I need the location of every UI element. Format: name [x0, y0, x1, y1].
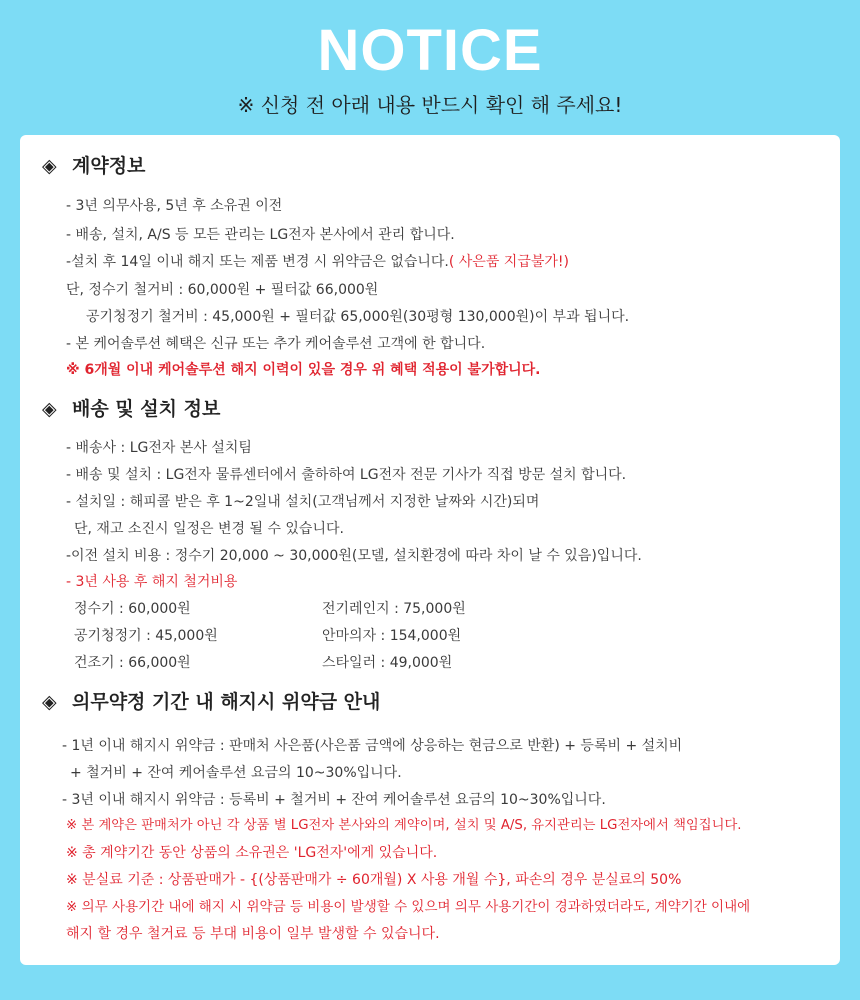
- section-contract-title: [42, 153, 145, 179]
- contract-line-3: [66, 252, 569, 272]
- delivery-line-3: - 설치일 : 해피콜 받은 후 1~2일내 설치(고객님께서 지정한 날짜와 시간)되며: [66, 494, 540, 510]
- fee-item: 스타일러 : 49,000원: [322, 655, 453, 671]
- delivery-line-1: - 배송사 : LG전자 본사 설치팀: [66, 440, 252, 456]
- penalty-note-4: ※ 의무 사용기간 내에 해지 시 위약금 등 비용이 발생할 수 있으며 의무 사용기간이 경과하였더라도, 계약기간 이내에: [66, 899, 751, 915]
- section-delivery-label: 배송 및 설치 정보: [72, 398, 221, 420]
- section-penalty-label: 의무약정 기간 내 해지시 위약금 안내: [72, 691, 381, 713]
- delivery-line-6: - 3년 사용 후 해지 철거비용: [66, 574, 238, 590]
- penalty-note-5: 해지 할 경우 철거료 등 부대 비용이 일부 발생할 수 있습니다.: [66, 926, 440, 942]
- contract-line-2: - 배송, 설치, A/S 등 모든 관리는 LG전자 본사에서 관리 합니다.: [66, 227, 455, 243]
- delivery-line-5: -이전 설치 비용 : 정수기 20,000 ~ 30,000원(모델, 설치환경에 따라 차이 날 수 있음)입니다.: [66, 548, 642, 564]
- delivery-line-4: 단, 재고 소진시 일정은 변경 될 수 있습니다.: [74, 521, 344, 537]
- contract-line-6: - 본 케어솔루션 혜택은 신규 또는 추가 케어솔루션 고객에 한 합니다.: [66, 336, 486, 352]
- contract-line-5: 공기청정기 철거비 : 45,000원 + 필터값 65,000원(30평형 130,000원)이 부과 됩니다.: [86, 309, 630, 325]
- penalty-note-3: ※ 분실료 기준 : 상품판매가 - {(상품판매가 ÷ 60개월) X 사용 개월 수}, 파손의 경우 분실료의 50%: [66, 872, 682, 888]
- fee-item: 공기청정기 : 45,000원: [74, 628, 218, 644]
- section-delivery-title: [42, 396, 220, 422]
- contract-line-3-text: -설치 후 14일 이내 해지 또는 제품 변경 시 위약금은 없습니다.: [66, 254, 449, 270]
- fee-item: 안마의자 : 154,000원: [322, 628, 462, 644]
- penalty-note-2: ※ 총 계약기간 동안 상품의 소유권은 'LG전자'에게 있습니다.: [66, 845, 438, 861]
- contract-line-1: - 3년 의무사용, 5년 후 소유권 이전: [66, 198, 283, 214]
- notice-subtitle: ※ 신청 전 아래 내용 반드시 확인 해 주세요!: [237, 93, 623, 117]
- penalty-line-2: + 철거비 + 잔여 케어솔루션 요금의 10~30%입니다.: [70, 765, 402, 781]
- diamond-icon: ◈: [42, 398, 57, 420]
- penalty-note-1: ※ 본 계약은 판매처가 아닌 각 상품 별 LG전자 본사와의 계약이며, 설치 및 A/S, 유지관리는 LG전자에서 책임집니다.: [66, 818, 742, 833]
- contract-line-3-red: ( 사은품 지급불가!): [448, 254, 569, 270]
- section-penalty-title: [42, 689, 380, 715]
- notice-card: [20, 135, 840, 965]
- penalty-line-3: - 3년 이내 해지시 위약금 : 등록비 + 철거비 + 잔여 케어솔루션 요금의 10~30%입니다.: [62, 792, 606, 808]
- contract-warning: ※ 6개월 이내 케어솔루션 해지 이력이 있을 경우 위 혜택 적용이 불가합니다.: [66, 362, 541, 378]
- fee-item: 건조기 : 66,000원: [74, 655, 191, 671]
- section-contract-label: 계약정보: [72, 155, 146, 177]
- contract-line-4: 단, 정수기 철거비 : 60,000원 + 필터값 66,000원: [66, 282, 379, 298]
- notice-title: NOTICE: [317, 18, 543, 83]
- fee-item: 전기레인지 : 75,000원: [322, 601, 466, 617]
- diamond-icon: ◈: [42, 691, 57, 713]
- delivery-line-2: - 배송 및 설치 : LG전자 물류센터에서 출하하여 LG전자 전문 기사가 직접 방문 설치 합니다.: [66, 467, 627, 483]
- diamond-icon: ◈: [42, 155, 57, 177]
- fee-item: 정수기 : 60,000원: [74, 601, 191, 617]
- penalty-line-1: - 1년 이내 해지시 위약금 : 판매처 사은품(사은품 금액에 상응하는 현금으로 반환) + 등록비 + 설치비: [62, 738, 683, 754]
